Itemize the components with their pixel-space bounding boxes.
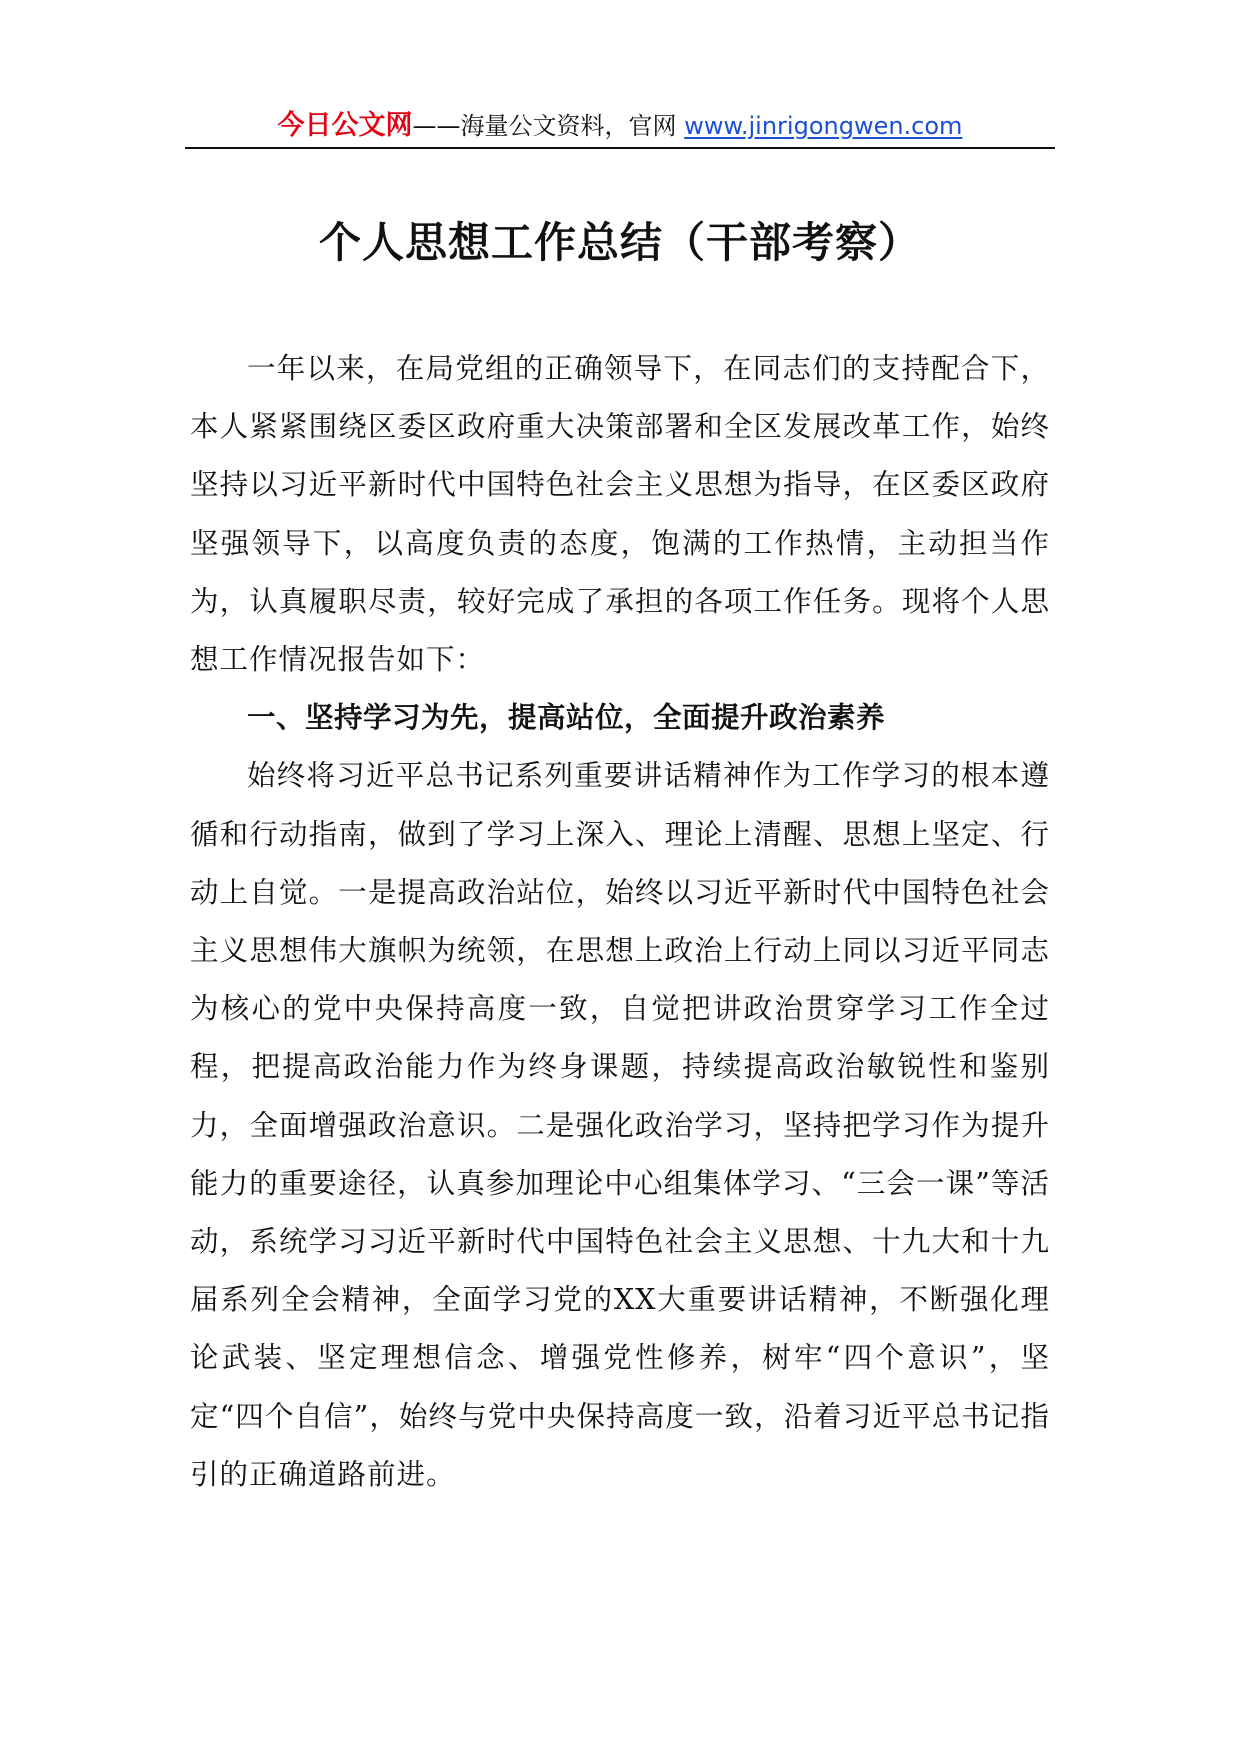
website-link[interactable]: www.jinrigongwen.com: [684, 112, 963, 140]
intro-paragraph: 一年以来，在局党组的正确领导下，在同志们的支持配合下，本人紧紧围绕区委区政府重大决策部署和全区发展改革工作，始终坚持以习近平新时代中国特色社会主义思想为指导，在区委区政府坚强领导下，以高度负责的态度，饱满的工作热情，主动担当作为，认真履职尽责，较好完成了承担的各项工作任务。现将个人思想工作情况报告如下：: [190, 352, 1050, 677]
brand-logo-text: 今日公文网: [277, 110, 413, 141]
section-1-paragraph: 始终将习近平总书记系列重要讲话精神作为工作学习的根本遵循和行动指南，做到了学习上深入、理论上清醒、思想上坚定、行动上自觉。一是提高政治站位，始终以习近平新时代中国特色社会主义思想伟大旗帜为统领，在思想上政治上行动上同以习近平同志为核心的党中央保持高度一致，自觉把讲政治贯穿学习工作全过程，把提高政治能力作为终身课题，持续提高政治敏锐性和鉴别力，全面增强政治意识。二是强化政治学习，坚持把学习作为提升能力的重要途径，认真参加理论中心组集体学习、“三会一课”等活动，系统学习习近平新时代中国特色社会主义思想、十九大和十九届系列全会精神，全面学习党的XX大重要讲话精神，不断强化理论武装、坚定理想信念、增强党性修养，树牢“四个意识”，坚定“四个自信”，始终与党中央保持高度一致，沿着习近平总书记指引的正确道路前进。: [190, 759, 1050, 1491]
section-heading-1: 一、坚持学习为先，提高站位，全面提升政治素养: [247, 701, 886, 735]
site-header: [185, 103, 1055, 147]
header-divider: [185, 147, 1055, 149]
document-body: [190, 340, 1050, 1504]
header-tagline: ——海量公文资料，官网: [412, 112, 685, 140]
document-title: 个人思想工作总结（干部考察）: [318, 218, 921, 267]
